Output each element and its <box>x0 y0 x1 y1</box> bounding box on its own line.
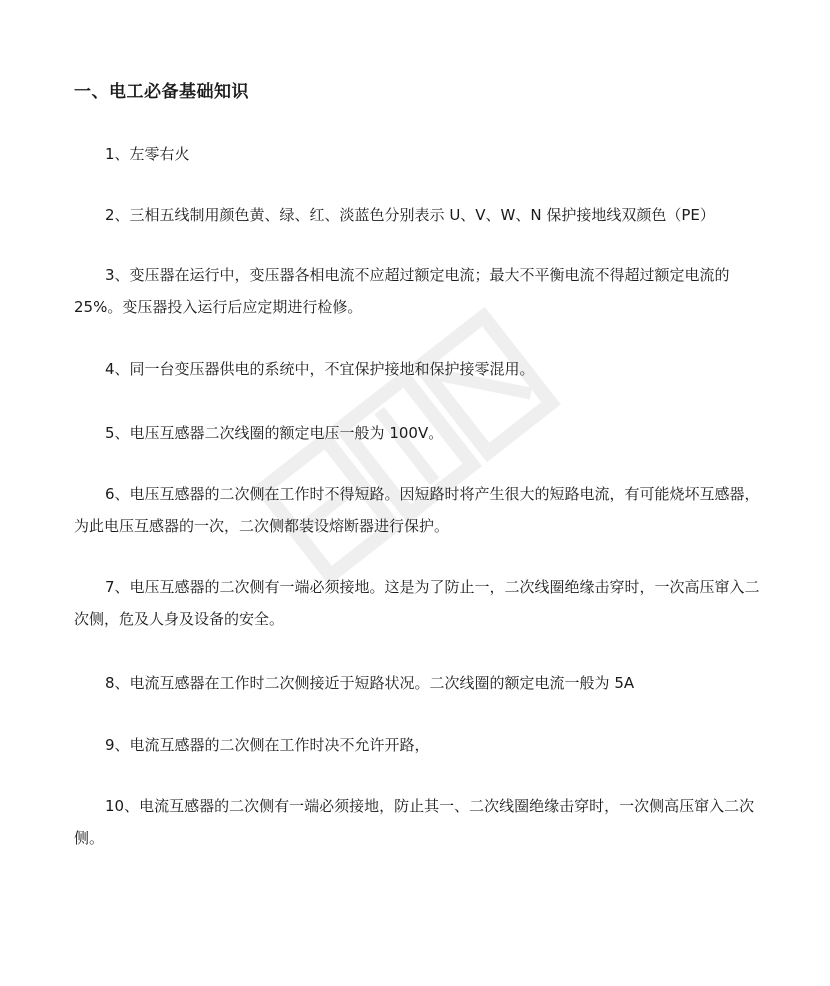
list-item: 8、电流互感器在工作时二次侧接近于短路状况。二次线圈的额定电流一般为 5A <box>105 674 635 692</box>
list-item: 7、电压互感器的二次侧有一端必须接地。这是为了防止一，二次线圈绝缘击穿时，一次高压窜入二次侧，危及人身及设备的安全。 <box>74 578 760 628</box>
list-item: 1、左零右火 <box>105 145 190 163</box>
section-heading: 一、电工必备基础知识 <box>74 82 249 102</box>
list-item: 2、三相五线制用颜色黄、绿、红、淡蓝色分别表示 U、V、W、N 保护接地线双颜色（PE） <box>105 206 715 224</box>
list-item: 10、电流互感器的二次侧有一端必须接地，防止其一、二次线圈绝缘击穿时，一次侧高压窜入二次侧。 <box>74 797 755 847</box>
watermark-glyph-icon <box>230 279 590 621</box>
watermark-logo <box>230 279 590 621</box>
list-item: 6、电压互感器的二次侧在工作时不得短路。因短路时将产生很大的短路电流，有可能烧坏互感器，为此电压互感器的一次，二次侧都装设熔断器进行保护。 <box>74 485 760 535</box>
list-item: 4、同一台变压器供电的系统中，不宜保护接地和保护接零混用。 <box>105 360 535 378</box>
list-item: 9、电流互感器的二次侧在工作时决不允许开路， <box>105 736 430 754</box>
list-item: 5、电压互感器二次线圈的额定电压一般为 100V。 <box>105 424 444 442</box>
list-item: 3、变压器在运行中，变压器各相电流不应超过额定电流；最大不平衡电流不得超过额定电流的 25%。变压器投入运行后应定期进行检修。 <box>74 266 730 316</box>
